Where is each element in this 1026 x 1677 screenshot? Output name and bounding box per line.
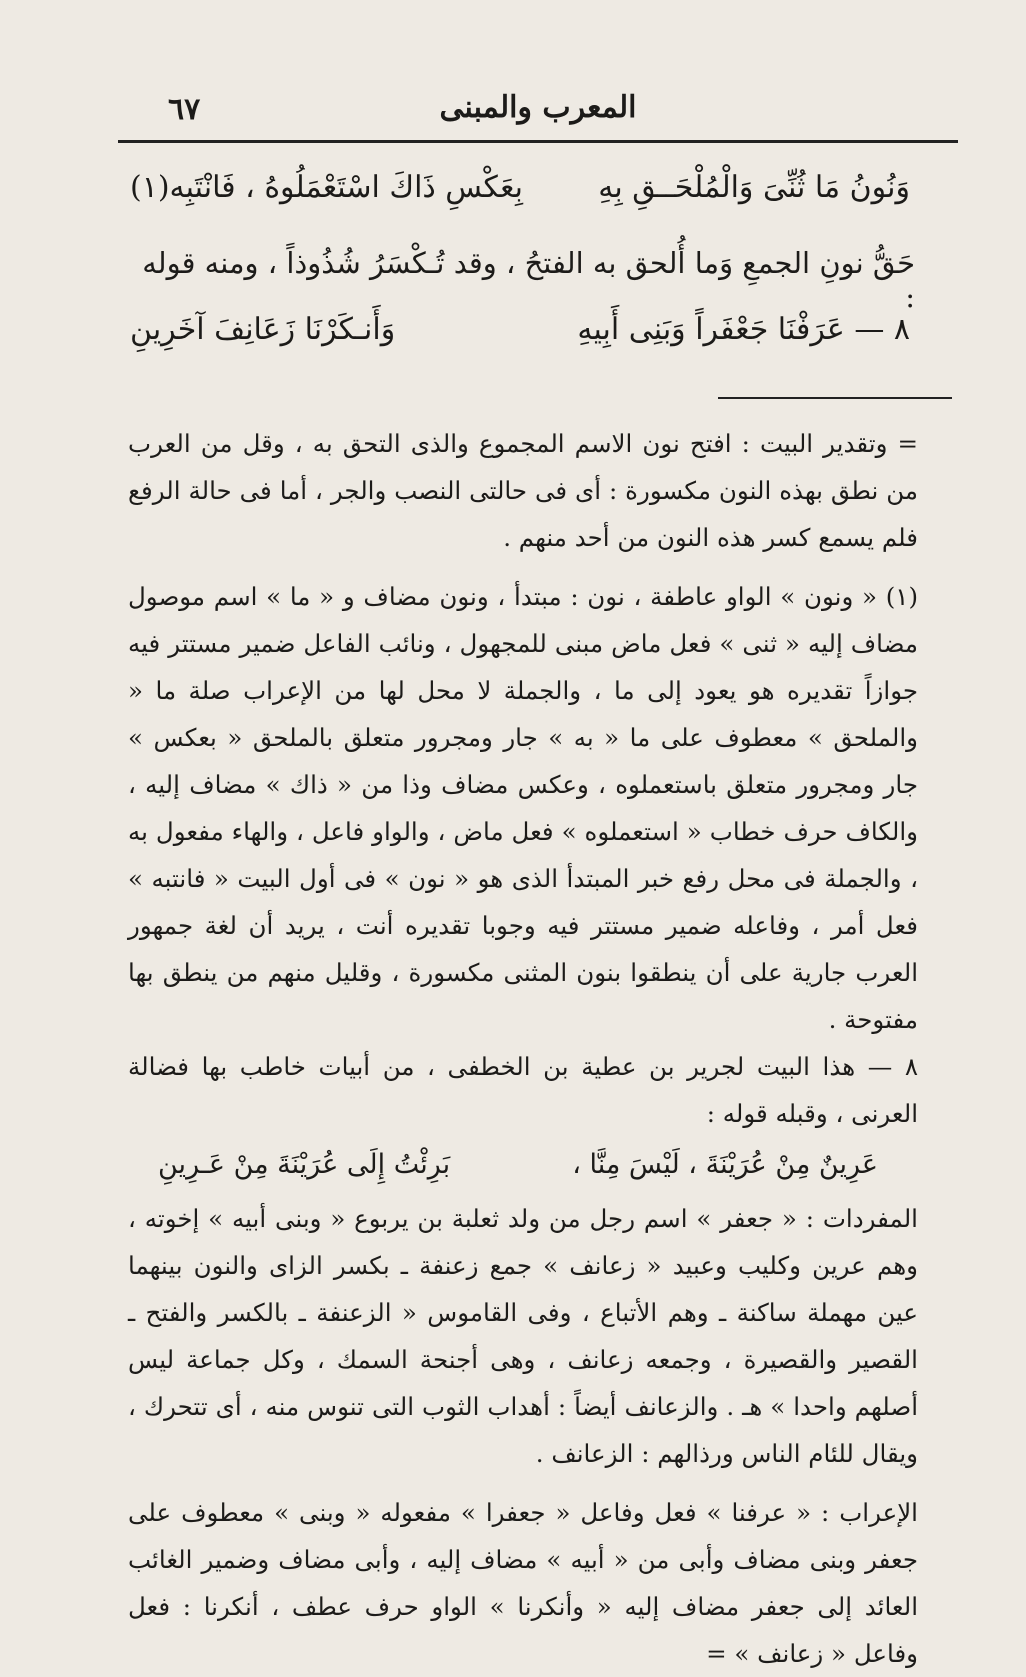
verse-line-3-first-hemistich: ٨ — عَرَفْنَا جَعْفَراً وَبَنِى أَبِيهِ [577,312,910,347]
footnote-separator [718,397,952,399]
verse-line-1-second-hemistich: بِعَكْسِ ذَاكَ اسْتَعْمَلُوهُ ، فَانْتَبِه(١) [130,170,523,205]
footnotes [128,420,918,1677]
page-number: ٦٧ [168,92,201,127]
quoted-verse [128,1137,918,1195]
quoted-verse-first-hemistich: عَرِينٌ مِنْ عُرَيْنَةَ ، لَيْسَ مِنَّا ، [572,1149,878,1180]
vocabulary-note: المفردات : « جعفر » اسم رجل من ولد ثعلبة بن يربوع « وبنى أبيه » إخوته ، وهم عرين وكليب وعبيد « زعانف » جمع زعنفة ـ بكسر الزاى والنون بينهما عين مهملة ساكنة ـ وهم الأتباع ، وفى القاموس « الزعنفة ـ بالكسر والفتح ـ القصير والقصيرة ، وجمعه زعانف ، وهى أجنحة السمك ، وكل جماعة ليس أصلهم واحدا » هـ . والزعانف أيضاً : أهداب الثوب التى تنوس منه ، أى تتحرك ، ويقال للئام الناس ورذالهم : الزعانف . [128,1204,918,1468]
verse-line-2: حَقُّ نونِ الجمعِ وَما أُلحق به الفتحُ ، وقد تُـكْسَرُ شُذُوذاً ، ومنه قوله : [142,246,915,314]
verse-line-1-first-hemistich: وَنُونُ مَا ثُنِّىَ وَالْمُلْحَــقِ بِهِ [598,170,910,205]
footnote-8: ٨ — هذا البيت لجرير بن عطية بن الخطفى ، من أبيات خاطب بها فضالة العرنى ، وقبله قوله : [128,1052,918,1128]
footnote-1: (١) « ونون » الواو عاطفة ، نون : مبتدأ ، ونون مضاف و « ما » اسم موصول مضاف إليه « ثنى » فعل ماض مبنى للمجهول ، ونائب الفاعل ضمير مستتر فيه جوازاً تقديره هو يعود إلى ما ، والجملة لا محل لها من الإعراب صلة ما « والملحق » معطوف على ما « به » جار ومجرور متعلق بالملحق « بعكس » جار ومجرور متعلق باستعملوه ، وعكس مضاف وذا من « ذاك » مضاف إليه ، والكاف حرف خطاب « استعملوه » فعل ماض ، والواو فاعل ، والهاء مفعول به ، والجملة فى محل رفع خبر المبتدأ الذى هو « نون » فى أول البيت « فانتبه » فعل أمر ، وفاعله ضمير مستتر فيه وجوبا تقديره أنت ، يريد أن لغة جمهور العرب جارية على أن ينطقوا بنون المثنى مكسورة ، وقليل منهم من ينطق بها مفتوحة . [128,582,918,1034]
footnote-continuation: = وتقدير البيت : افتح نون الاسم المجموع والذى التحق به ، وقل من العرب من نطق بهذه النون مكسورة : أى فى حالتى النصب والجر ، أما فى حالة الرفع فلم يسمع كسر هذه النون من أحد منهم . [128,429,918,552]
verse-line-1 [130,170,910,226]
quoted-verse-second-hemistich: بَرِئْتُ إِلَى عُرَيْنَةَ مِنْ عَـرِينِ [158,1149,451,1180]
header-rule [118,140,958,143]
spacer [128,561,918,573]
verse-line-3-second-hemistich: وَأَنـكَرْنَا زَعَانِفَ آخَرِينِ [130,312,396,347]
page-header [118,86,958,134]
verse-line-3 [130,312,910,368]
grammar-analysis: الإعراب : « عرفنا » فعل وفاعل « جعفرا » مفعوله « وبنى » معطوف على جعفر وبنى مضاف وأبى من « أبيه » مضاف إليه ، وأبى مضاف وضمير الغائب العائد إلى جعفر مضاف إليه « وأنكرنا » الواو حرف عطف ، أنكرنا : فعل وفاعل « زعانف » = [128,1498,918,1668]
running-title: المعرب والمبنى [439,90,637,125]
spacer [128,1477,918,1489]
